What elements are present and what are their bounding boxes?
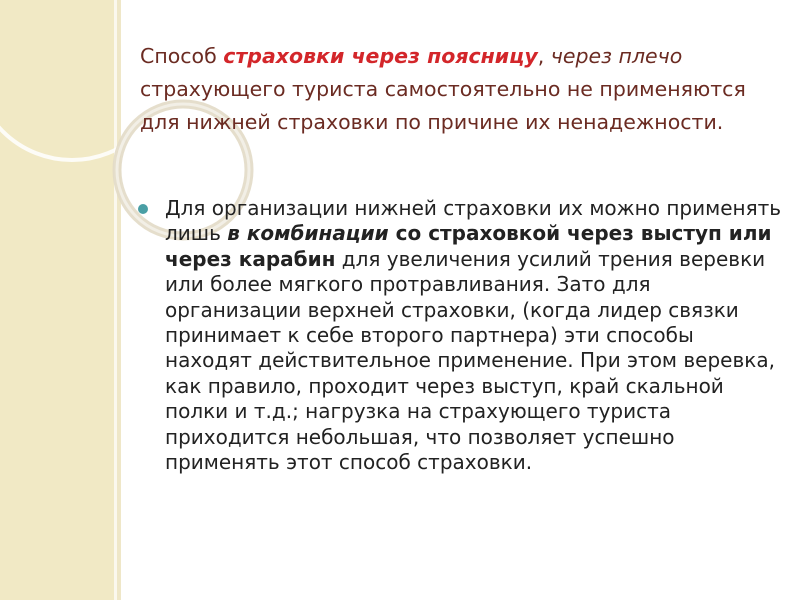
heading-text-2: ,: [537, 44, 551, 68]
heading-text-1: Способ: [140, 44, 224, 68]
bullet-dot-icon: [138, 204, 148, 214]
bullet-text-2: для увеличения усилий трения веревки или более мягкого протравливания. Зато для организации верхней страховки, (когда лидер связки принимает к себе второго партнера) эти способы находят действительное применение. При этом веревка, как правило, проходит через выступ, край скальной полки и т.д.; нагрузка на страхующего туриста приходится небольшая, что позволяет успешно применять этот способ страховки.: [165, 246, 775, 475]
heading-text-3: страхующего туриста самостоятельно не применяются для нижней страховки по причине их ненадежности.: [140, 77, 746, 134]
bullet-text: [165, 196, 783, 475]
heading-italic: через плечо: [550, 44, 683, 68]
bullet-bold-italic: в комбинации: [227, 221, 389, 246]
heading-highlight: страховки через поясницу: [223, 44, 538, 68]
slide-heading: [140, 40, 780, 139]
bullet-item: [138, 196, 783, 475]
bullet-bold: со страховкой через выступ или через карабин: [165, 221, 772, 271]
bullet-text-1: Для организации нижней страховки их можно применять лишь: [165, 196, 782, 246]
